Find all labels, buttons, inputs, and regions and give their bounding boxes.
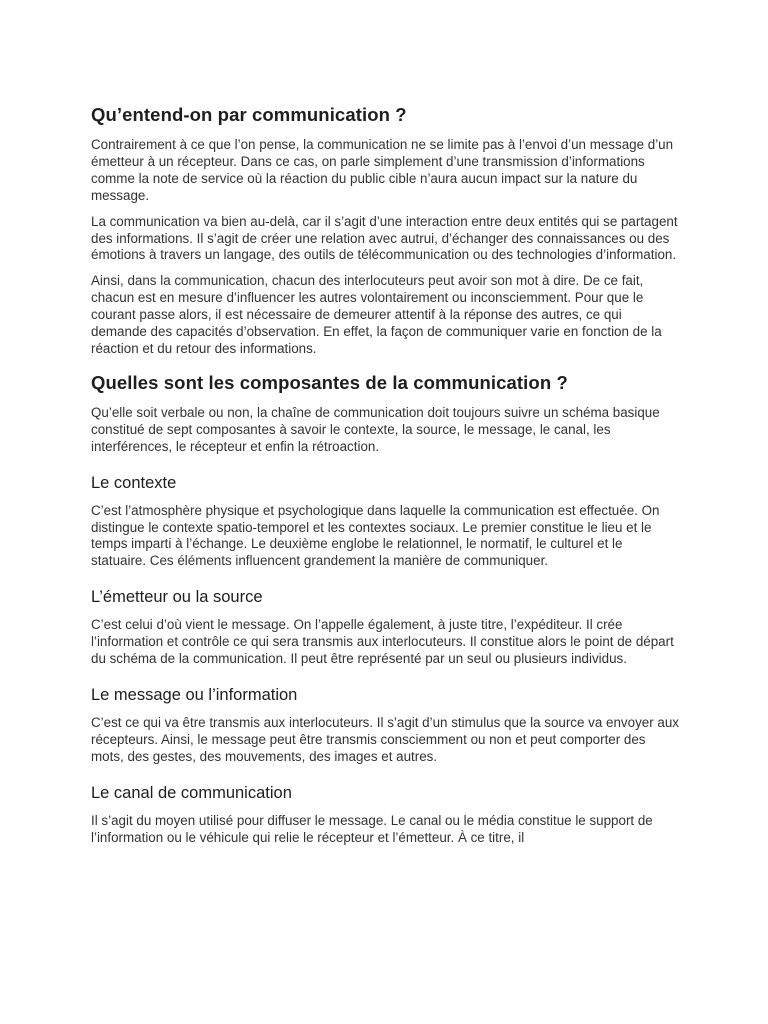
paragraph: Ainsi, dans la communication, chacun des interlocuteurs peut avoir son mot à dire. De ce fait, chacun est en mesure d’influencer les autres volontairement ou inconsciemment. Pour que le courant passe alors, il est nécessaire de demeurer attentif à la réponse des autres, ce qui demande des capacités d’observation. En effet, la façon de communiquer varie en fonction de la réaction et du retour des informations.: [91, 273, 662, 356]
paragraph: Il s’agit du moyen utilisé pour diffuser le message. Le canal ou le média constitue le support de l’information ou le véhicule qui relie le récepteur et l’émetteur. À ce titre, il: [91, 812, 653, 845]
paragraph: C’est l’atmosphère physique et psychologique dans laquelle la communication est effectuée. On distingue le contexte spatio-temporel et les contextes sociaux. Le premier constitue le lieu et le temps imparti à l’échange. Le deuxième englobe le relationnel, le normatif, le culturel et le statuaire. Ces éléments influencent grandement la manière de communiquer.: [91, 502, 660, 569]
section-message: [91, 684, 681, 766]
subsection-heading: L’émetteur ou la source: [91, 588, 263, 607]
section-source: [91, 586, 681, 668]
paragraph: Contrairement à ce que l’on pense, la communication ne se limite pas à l’envoi d’un message d’un émetteur à un récepteur. Dans ce cas, on parle simplement d’une transmission d’informations comme la note de service où la réaction du public cible n’aura aucun impact sur la nature du message.: [91, 137, 674, 203]
paragraph: La communication va bien au-delà, car il s’agit d’une interaction entre deux entités qui se partagent des informations. Il s’agit de créer une relation avec autrui, d’échanger des connaissances ou des émotions à travers un langage, des outils de télécommunication ou des technologies d’information.: [91, 213, 678, 263]
document-page: [91, 103, 681, 855]
section-heading: Qu’entend-on par communication ?: [91, 104, 407, 125]
section-context: [91, 472, 681, 571]
subsection-heading: Le canal de communication: [91, 783, 292, 802]
section-heading: Quelles sont les composantes de la communication ?: [91, 371, 568, 393]
subsection-heading: Le message ou l’information: [91, 685, 298, 704]
paragraph: C’est celui d’où vient le message. On l’appelle également, à juste titre, l’expéditeur. Il crée l’information et contrôle ce qui sera transmis aux interlocuteurs. Il constitue alors le point de départ du schéma de la communication. Il peut être représenté par un seul ou plusieurs individus.: [91, 617, 674, 667]
section-components: [91, 371, 681, 456]
section-channel: [91, 782, 681, 847]
section-definition: [91, 103, 681, 358]
paragraph: Qu’elle soit verbale ou non, la chaîne de communication doit toujours suivre un schéma basique constitué de sept composantes à savoir le contexte, la source, le message, le canal, les interférences, le récepteur et enfin la rétroaction.: [91, 404, 660, 454]
subsection-heading: Le contexte: [91, 473, 177, 492]
paragraph: C’est ce qui va être transmis aux interlocuteurs. Il s’agit d’un stimulus que la source va envoyer aux récepteurs. Ainsi, le message peut être transmis consciemment ou non et peut comporter des mots, des gestes, des mouvements, des images et autres.: [91, 714, 679, 764]
